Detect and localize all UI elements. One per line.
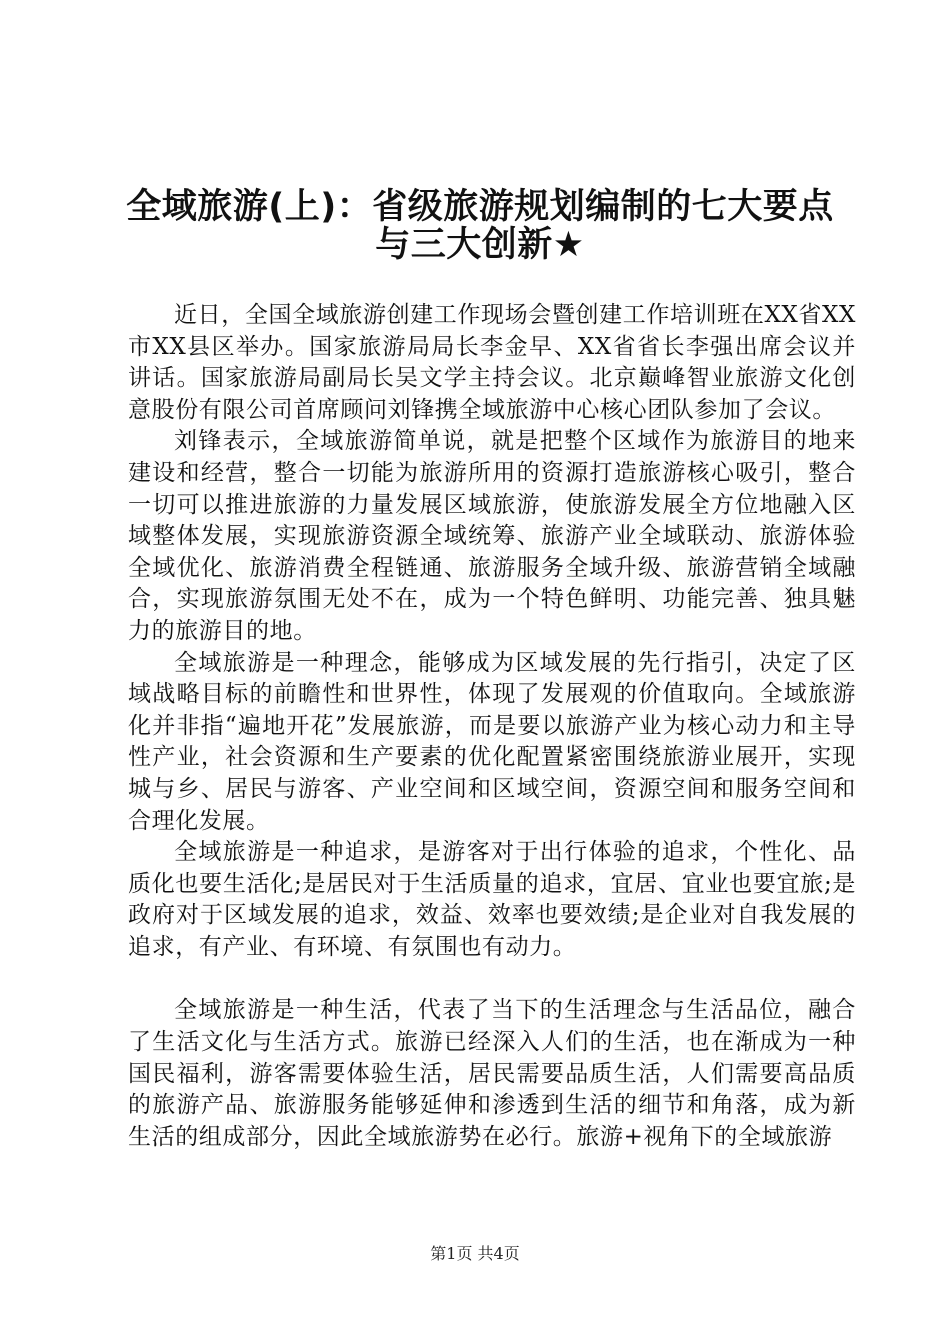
paragraph-pursuit: 全域旅游是一种追求，是游客对于出行体验的追求，个性化、品质化也要生活化;是居民对于生活质量的追求，宜居、宜业也要宜旅;是政府对于区域发展的追求，效益、效率也要效绩;是企业对自我发展的追求，有产业、有环境、有氛围也有动力。: [128, 839, 856, 960]
paragraph-definition: 刘锋表示，全域旅游简单说，就是把整个区域作为旅游目的地来建设和经营，整合一切能为旅游所用的资源打造旅游核心吸引，整合一切可以推进旅游的力量发展区域旅游，使旅游发展全方位地融入区域整体发展，实现旅游资源全域统筹、旅游产业全域联动、旅游体验全域优化、旅游消费全程链通、旅游服务全域升级、旅游营销全域融合，实现旅游氛围无处不在，成为一个特色鲜明、功能完善、独具魅力的旅游目的地。: [128, 428, 856, 644]
document-title-line-1: 全域旅游(上)：省级旅游规划编制的七大要点: [126, 187, 834, 227]
document-title-line-2: 与三大创新★: [375, 225, 585, 265]
document-body: [128, 300, 856, 1153]
paragraph-intro: 近日，全国全域旅游创建工作现场会暨创建工作培训班在XX省XX市XX县区举办。国家旅游局局长李金早、XX省省长李强出席会议并讲话。国家旅游局副局长吴文学主持会议。北京巅峰智业旅游文化创意股份有限公司首席顾问刘锋携全域旅游中心核心团队参加了会议。: [128, 302, 856, 423]
page-number-footer: 第1页 共4页: [430, 1244, 520, 1263]
paragraph-concept: 全域旅游是一种理念，能够成为区域发展的先行指引，决定了区域战略目标的前瞻性和世界性，体现了发展观的价值取向。全域旅游化并非指“遍地开花”发展旅游，而是要以旅游产业为核心动力和主导性产业，社会资源和生产要素的优化配置紧密围绕旅游业展开，实现城与乡、居民与游客、产业空间和区域空间，资源空间和服务空间和合理化发展。: [128, 649, 856, 834]
paragraph-lifestyle: 全域旅游是一种生活，代表了当下的生活理念与生活品位，融合了生活文化与生活方式。旅游已经深入人们的生活，也在渐成为一种国民福利，游客需要体验生活，居民需要品质生活，人们需要高品质的旅游产品、旅游服务能够延伸和渗透到生活的细节和角落，成为新生活的组成部分，因此全域旅游势在必行。旅游+视角下的全域旅游: [128, 997, 856, 1150]
